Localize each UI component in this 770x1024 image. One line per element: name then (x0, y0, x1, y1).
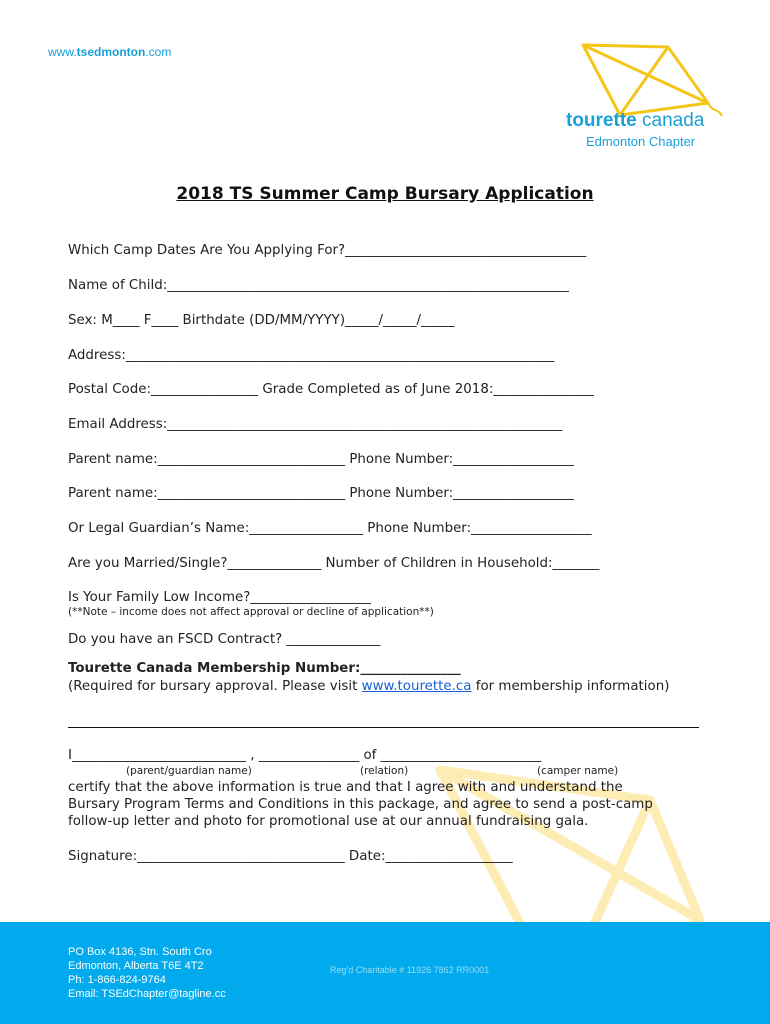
logo-chapter: Edmonton Chapter (586, 134, 696, 149)
caption-camper: (camper name) (537, 765, 619, 777)
caption-relation: (relation) (360, 765, 409, 777)
guardian-field[interactable]: Or Legal Guardian’s Name:_________________ Phone Number:__________________ (68, 521, 592, 536)
certify-name-line[interactable]: I__________________________ , _______________ of ________________________ (68, 748, 542, 763)
membership-note: (Required for bursary approval. Please visit www.tourette.ca for membership information) (68, 679, 670, 694)
parent-2-field[interactable]: Parent name:____________________________ Phone Number:__________________ (68, 486, 574, 501)
footer-email[interactable]: Email: TSEdChapter@tagline.cc (68, 988, 226, 1000)
form-title: 2018 TS Summer Camp Bursary Application (176, 184, 594, 204)
logo-kite-icon (583, 45, 722, 116)
low-income-note: (**Note – income does not affect approval or decline of application**) (68, 606, 434, 618)
postal-grade-field[interactable]: Postal Code:________________ Grade Completed as of June 2018:_______________ (68, 382, 594, 397)
parent-1-field[interactable]: Parent name:____________________________ Phone Number:__________________ (68, 452, 574, 467)
married-children-field[interactable]: Are you Married/Single?______________ Number of Children in Household:_______ (68, 556, 600, 571)
fscd-field[interactable]: Do you have an FSCD Contract? ______________ (68, 632, 381, 647)
email-field[interactable]: Email Address:___________________________________________________________ (68, 417, 563, 432)
sex-birthdate-field[interactable]: Sex: M____ F____ Birthdate (DD/MM/YYYY)_____/_____/_____ (68, 313, 455, 328)
website-url[interactable]: www.tsedmonton.com (48, 45, 172, 59)
low-income-field[interactable]: Is Your Family Low Income?__________________ (68, 590, 371, 605)
certify-text-3: follow-up letter and photo for promotional use at our annual fundraising gala. (68, 814, 589, 829)
footer-phone: Ph: 1-866-824-9764 (68, 974, 166, 986)
signature-date-field[interactable]: Signature:_______________________________ Date:___________________ (68, 849, 513, 864)
camp-dates-field[interactable]: Which Camp Dates Are You Applying For?____________________________________ (68, 243, 587, 258)
footer-address: PO Box 4136, Stn. South Cro Edmonton, Alberta T6E 4T2 Ph: 1-866-824-9764 Email: TSEdChapter@tagline.cc (68, 946, 226, 1000)
organization-logo (566, 110, 704, 149)
child-name-field[interactable]: Name of Child:____________________________________________________________ (68, 278, 569, 293)
caption-parent: (parent/guardian name) (126, 765, 252, 777)
tourette-link[interactable]: www.tourette.ca (361, 679, 472, 694)
certify-text-1: certify that the above information is true and that I agree with and understand the (68, 780, 623, 795)
address-field[interactable]: Address:________________________________________________________________ (68, 348, 555, 363)
certify-text-2: Bursary Program Terms and Conditions in this package, and agree to send a post-camp (68, 797, 653, 812)
membership-number-field[interactable]: Tourette Canada Membership Number:_______________ (68, 661, 461, 676)
section-divider (68, 727, 699, 728)
charity-number: Reg'd Charitable # 11926 7862 RR0001 (330, 965, 490, 975)
logo-wordmark: tourette canada (566, 110, 705, 131)
